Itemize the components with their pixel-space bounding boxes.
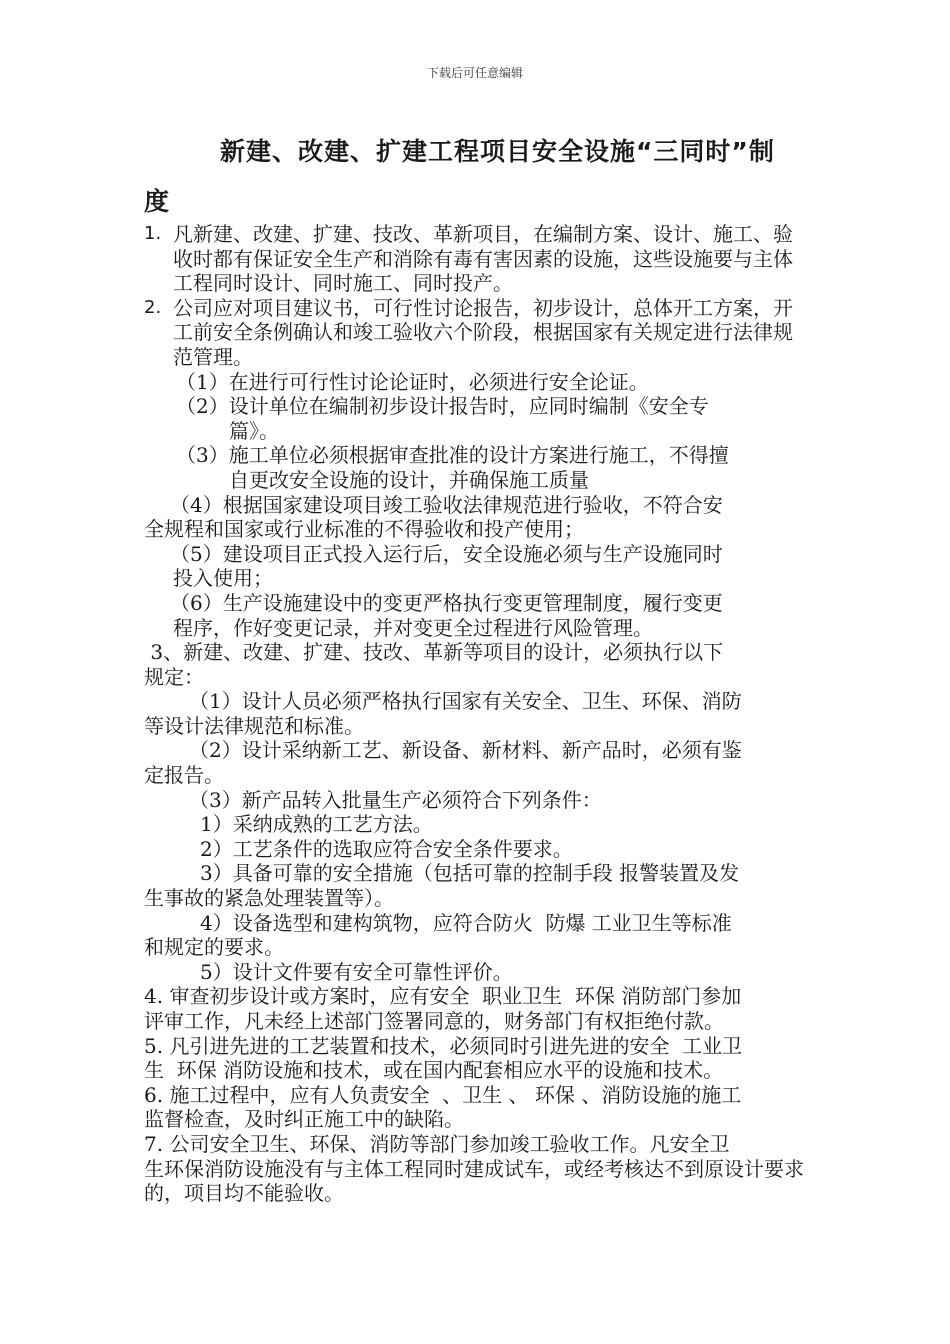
sub-item-2-5 — [144, 542, 808, 591]
sub-item-2-2 — [144, 394, 808, 443]
sub-item-2-3-tail: 自更改安全设施的设计，并确保施工质量 — [229, 467, 589, 492]
list-item-1-text: 凡新建、改建、扩建、技改、革新项目，在编制方案、设计、施工、验收时都有保证安全生产和消除有毒有害因素的设施，这些设施要与主体工程同时设计、同时施工、同时投产。 — [173, 222, 793, 296]
page-header: 下载后可任意编辑 — [426, 66, 523, 80]
sub-item-2-1: （1）在进行可行性讨论论证时，必须进行安全论证。 — [176, 369, 649, 394]
sub-item-2-3 — [144, 443, 808, 492]
sub-item-3-3-2: 2）工艺条件的选取应符合安全条件要求。 — [200, 836, 573, 861]
sub-item-2-6 — [144, 591, 808, 640]
sub-item-3-3-3 — [144, 861, 808, 910]
sub-item-3-2 — [144, 738, 808, 787]
sub-item-3-1-tail: 等设计法律规范和标准。 — [144, 713, 364, 738]
document-title-line2: 度 — [144, 187, 170, 216]
sub-item-2-4-tail: 全规程和国家或行业标准的不得验收和投产使用； — [144, 517, 584, 542]
list-item-1 — [144, 222, 808, 296]
list-item-2-number: 2. — [144, 296, 162, 318]
list-item-6-lead: 6. 施工过程中，应有人负责安全 、卫生 、 环保 、消防设施的施工 — [144, 1082, 742, 1107]
sub-item-3-1 — [144, 689, 808, 738]
sub-item-2-4-lead: （4）根据国家建设项目竣工验收法律规范进行验收，不符合安 — [170, 492, 723, 517]
sub-item-2-4 — [144, 493, 808, 542]
list-item-4-tail: 评审工作，凡未经上述部门签署同意的，财务部门有权拒绝付款。 — [144, 1009, 724, 1033]
sub-item-3-3-1: 1）采纳成熟的工艺方法。 — [200, 812, 433, 837]
document-body — [144, 222, 808, 1206]
sub-item-3-3-3-lead: 3）具备可靠的安全措施（包括可靠的控制手段 报警装置及发 — [200, 861, 740, 886]
sub-item-3-3: （3）新产品转入批量生产必须符合下列条件： — [189, 787, 602, 812]
list-item-2 — [144, 296, 808, 370]
sub-item-2-2-lead: （2）设计单位在编制初步设计报告时，应同时编制《安全专 — [176, 394, 709, 419]
sub-item-3-1-lead: （1）设计人员必须严格执行国家有关安全、卫生、环保、消防 — [189, 689, 742, 714]
sub-item-2-6-lead: （6）生产设施建设中的变更严格执行变更管理制度，履行变更 — [170, 590, 723, 615]
list-item-5-tail: 生 环保 消防设施和技术，或在国内配套相应水平的设施和技术。 — [144, 1058, 724, 1083]
list-item-2-text: 公司应对项目建议书，可行性讨论报告，初步设计，总体开工方案，开工前安全条例确认和竣工验收六个阶段，根据国家有关规定进行法律规范管理。 — [173, 295, 793, 369]
list-item-5-lead: 5. 凡引进先进的工艺装置和技术，必须同时引进先进的安全 工业卫 — [144, 1033, 743, 1058]
sub-item-2-6-tail: 程序，作好变更记录，并对变更全过程进行风险管理。 — [173, 615, 653, 640]
sub-item-3-2-lead: （2）设计采纳新工艺、新设备、新材料、新产品时，必须有鉴 — [189, 738, 742, 763]
sub-item-3-3-4-lead: 4）设备选型和建构筑物，应符合防火 防爆 工业卫生等标准 — [200, 910, 732, 935]
list-item-7-tail: 生环保消防设施没有与主体工程同时建成试车，或经考核达不到原设计要求的，项目均不能验收。 — [144, 1156, 804, 1206]
list-item-3-tail: 规定： — [144, 664, 204, 689]
list-item-7 — [144, 1132, 808, 1206]
list-item-7-lead: 7. 公司安全卫生、环保、消防等部门参加竣工验收工作。凡安全卫 — [144, 1131, 730, 1156]
sub-item-3-3-4 — [144, 911, 808, 960]
list-item-6 — [144, 1083, 808, 1132]
list-item-3-lead: 3、新建、改建、扩建、技改、革新等项目的设计，必须执行以下 — [144, 640, 724, 665]
sub-item-2-2-tail: 篇》。 — [229, 418, 279, 443]
sub-item-3-3-5: 5）设计文件要有安全可靠性评价。 — [200, 959, 513, 984]
list-item-5 — [144, 1034, 808, 1083]
sub-item-2-5-tail: 投入使用； — [173, 566, 273, 591]
document-title-line1: 新建、改建、扩建工程项目安全设施“三同时”制 — [220, 137, 775, 166]
sub-item-2-3-lead: （3）施工单位必须根据审查批准的设计方案进行施工，不得擅 — [176, 443, 729, 468]
sub-item-3-3-4-tail: 和规定的要求。 — [144, 935, 284, 960]
list-item-4-lead: 4. 审查初步设计或方案时，应有安全 职业卫生 环保 消防部门参加 — [144, 984, 742, 1009]
list-item-6-tail: 监督检查，及时纠正施工中的缺陷。 — [144, 1107, 464, 1132]
sub-item-3-3-3-tail: 生事故的紧急处理装置等）。 — [144, 886, 394, 911]
list-item-1-number: 1. — [144, 223, 162, 244]
list-item-4 — [144, 984, 808, 1033]
list-item-3 — [144, 640, 808, 689]
sub-item-3-2-tail: 定报告。 — [144, 763, 224, 788]
sub-item-2-5-lead: （5）建设项目正式投入运行后，安全设施必须与生产设施同时 — [170, 541, 723, 566]
